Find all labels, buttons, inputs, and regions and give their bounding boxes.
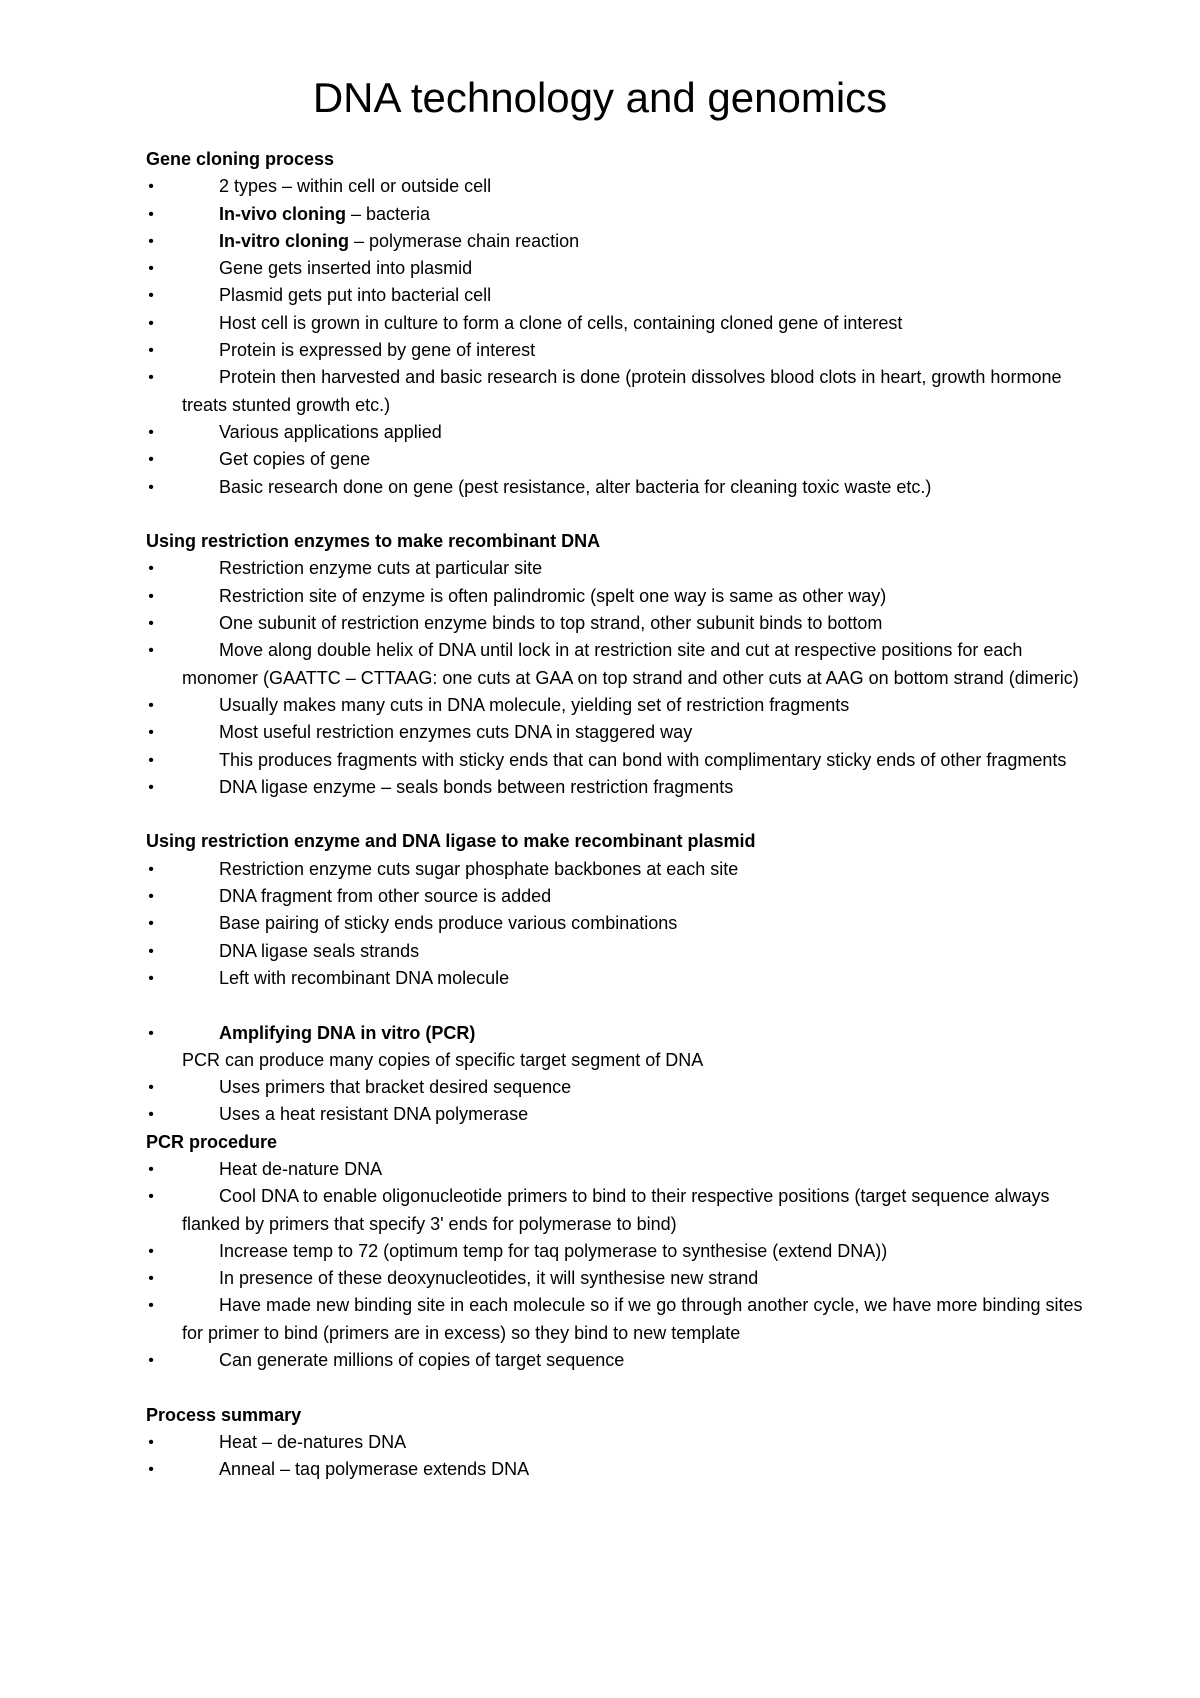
- list-item-text: Most useful restriction enzymes cuts DNA in staggered way: [219, 722, 693, 743]
- spacer: [146, 1374, 1086, 1401]
- bullet-icon: •: [148, 423, 154, 441]
- bullet-icon: •: [148, 724, 154, 742]
- document-body: [146, 146, 1086, 1484]
- list-item: [146, 747, 1086, 774]
- bullet-icon: •: [148, 314, 154, 332]
- bullet-icon: •: [148, 888, 154, 906]
- list-item: [146, 446, 1086, 473]
- list-item-text: Basic research done on gene (pest resistance, alter bacteria for cleaning toxic waste etc.): [219, 476, 932, 497]
- list-item: [146, 173, 1086, 200]
- section-heading-restriction-enzymes: Using restriction enzymes to make recombinant DNA: [146, 531, 601, 552]
- list-item: [146, 310, 1086, 337]
- bullet-icon: •: [148, 369, 154, 387]
- recombinant-plasmid-list: [146, 856, 1086, 992]
- list-item: [146, 1238, 1086, 1265]
- list-item-text: Get copies of gene: [219, 449, 371, 470]
- list-item-text: Heat de-nature DNA: [219, 1158, 383, 1179]
- list-item: [146, 583, 1086, 610]
- list-item: [146, 1156, 1086, 1183]
- restriction-enzymes-list: [146, 555, 1086, 801]
- bullet-icon: •: [148, 260, 154, 278]
- bullet-icon: •: [148, 1242, 154, 1260]
- bullet-icon: •: [148, 287, 154, 305]
- list-item-text: [182, 201, 1086, 228]
- list-item-text: Heat – de-natures DNA: [219, 1431, 407, 1452]
- list-item: [146, 965, 1086, 992]
- list-item-text: Can generate millions of copies of target sequence: [219, 1350, 625, 1371]
- bullet-icon: •: [148, 751, 154, 769]
- list-item-text: Plasmid gets put into bacterial cell: [219, 285, 492, 306]
- list-item: [146, 692, 1086, 719]
- list-item: [146, 474, 1086, 501]
- list-item: [146, 201, 1086, 228]
- list-item: [146, 910, 1086, 937]
- list-item-bold: In-vitro cloning: [219, 230, 349, 251]
- bullet-icon: •: [148, 1461, 154, 1479]
- list-item-text: Have made new binding site in each molecule so if we go through another cycle, we have more binding sites for primer to bind (primers are in excess) so they bind to new template: [182, 1295, 1083, 1343]
- list-item: [146, 364, 1086, 419]
- list-item-text: In presence of these deoxynucleotides, it will synthesise new strand: [219, 1268, 759, 1289]
- list-item: [146, 228, 1086, 255]
- bullet-icon: •: [148, 860, 154, 878]
- bullet-icon: •: [148, 451, 154, 469]
- bullet-icon: •: [148, 942, 154, 960]
- bullet-icon: •: [148, 178, 154, 196]
- list-item: [146, 1456, 1086, 1483]
- list-item-text: Restriction enzyme cuts sugar phosphate backbones at each site: [219, 858, 739, 879]
- list-item-text: Protein then harvested and basic research is done (protein dissolves blood clots in heart, growth hormone treats stunted growth etc.): [182, 367, 1062, 415]
- list-item: [146, 1429, 1086, 1456]
- list-item-text: Anneal – taq polymerase extends DNA: [219, 1459, 530, 1480]
- bullet-icon: •: [148, 1188, 154, 1206]
- list-item-text: 2 types – within cell or outside cell: [219, 176, 492, 197]
- pcr-heading-list: [146, 1020, 1086, 1047]
- bullet-icon: •: [148, 1160, 154, 1178]
- list-item: [146, 938, 1086, 965]
- list-item: [146, 774, 1086, 801]
- list-item: [146, 337, 1086, 364]
- list-item-text: Host cell is grown in culture to form a clone of cells, containing cloned gene of interest: [219, 312, 903, 333]
- list-item-text: Various applications applied: [219, 421, 442, 442]
- section-heading-gene-cloning: Gene cloning process: [146, 149, 335, 169]
- section-heading-pcr-procedure: PCR procedure: [146, 1131, 278, 1152]
- list-item: [146, 1265, 1086, 1292]
- list-item-text: Uses primers that bracket desired sequence: [219, 1077, 572, 1098]
- gene-cloning-list: [146, 173, 1086, 501]
- bullet-icon: •: [148, 696, 154, 714]
- list-item: [146, 856, 1086, 883]
- process-summary-list: [146, 1429, 1086, 1484]
- list-item-text: DNA ligase seals strands: [219, 940, 420, 961]
- bullet-icon: •: [148, 1352, 154, 1370]
- list-item: [146, 419, 1086, 446]
- list-item: [146, 637, 1086, 692]
- bullet-icon: •: [148, 560, 154, 578]
- bullet-icon: •: [148, 587, 154, 605]
- pcr-intro: PCR can produce many copies of specific target segment of DNA: [182, 1049, 704, 1070]
- bullet-icon: •: [148, 778, 154, 796]
- list-item: [146, 1347, 1086, 1374]
- spacer: [146, 801, 1086, 828]
- list-item-text: This produces fragments with sticky ends that can bond with complimentary sticky ends of other fragments: [219, 749, 1067, 770]
- section-heading-process-summary: Process summary: [146, 1404, 302, 1425]
- list-item: [146, 1101, 1086, 1128]
- list-item: [146, 1074, 1086, 1101]
- bullet-icon: •: [148, 1270, 154, 1288]
- bullet-icon: •: [148, 642, 154, 660]
- list-item: [146, 883, 1086, 910]
- pcr-list: [146, 1074, 1086, 1129]
- list-item-text: Protein is expressed by gene of interest: [219, 340, 536, 361]
- bullet-icon: •: [148, 1079, 154, 1097]
- list-item: [146, 1292, 1086, 1347]
- list-item-text: Restriction enzyme cuts at particular site: [219, 558, 543, 579]
- spacer: [146, 992, 1086, 1019]
- list-item: [146, 719, 1086, 746]
- list-item: [146, 1020, 1086, 1047]
- list-item-text: Uses a heat resistant DNA polymerase: [219, 1104, 529, 1125]
- list-item-text: [182, 228, 1086, 255]
- list-item-text: Move along double helix of DNA until lock in at restriction site and cut at respective positions for each monomer (GAATTC – CTTAAG: one cuts at GAA on top strand and other cuts at AAG on bottom strand (dimeric): [182, 640, 1079, 688]
- page-title: DNA technology and genomics: [312, 74, 888, 121]
- bullet-icon: •: [148, 232, 154, 250]
- list-item-text: DNA ligase enzyme – seals bonds between restriction fragments: [219, 776, 734, 797]
- list-item-text: Restriction site of enzyme is often palindromic (spelt one way is same as other way): [219, 585, 887, 606]
- list-item-text: Base pairing of sticky ends produce various combinations: [219, 913, 678, 934]
- list-item-text: Gene gets inserted into plasmid: [219, 258, 473, 279]
- list-item-rest: – bacteria: [346, 203, 431, 224]
- list-item-text: Cool DNA to enable oligonucleotide primers to bind to their respective positions (target sequence always flanked by primers that specify 3' ends for polymerase to bind): [182, 1186, 1050, 1234]
- bullet-icon: •: [148, 342, 154, 360]
- list-item-text: Increase temp to 72 (optimum temp for taq polymerase to synthesise (extend DNA)): [219, 1240, 888, 1261]
- bullet-icon: •: [148, 1106, 154, 1124]
- bullet-icon: •: [148, 915, 154, 933]
- list-item: [146, 255, 1086, 282]
- bullet-icon: •: [148, 615, 154, 633]
- list-item: [146, 1183, 1086, 1238]
- bullet-icon: •: [148, 478, 154, 496]
- list-item-rest: – polymerase chain reaction: [349, 230, 580, 251]
- bullet-icon: •: [148, 1024, 154, 1042]
- list-item-text: One subunit of restriction enzyme binds to top strand, other subunit binds to bottom: [219, 613, 883, 634]
- bullet-icon: •: [148, 969, 154, 987]
- section-heading-recombinant-plasmid: Using restriction enzyme and DNA ligase to make recombinant plasmid: [146, 831, 756, 852]
- list-item: [146, 555, 1086, 582]
- list-item-text: Usually makes many cuts in DNA molecule, yielding set of restriction fragments: [219, 694, 850, 715]
- bullet-icon: •: [148, 1297, 154, 1315]
- pcr-heading: Amplifying DNA in vitro (PCR): [219, 1022, 476, 1043]
- list-item-text: DNA fragment from other source is added: [219, 886, 552, 907]
- list-item: [146, 282, 1086, 309]
- bullet-icon: •: [148, 1433, 154, 1451]
- list-item-bold: In-vivo cloning: [219, 203, 347, 224]
- pcr-procedure-list: [146, 1156, 1086, 1374]
- list-item-text: Left with recombinant DNA molecule: [219, 967, 510, 988]
- spacer: [146, 501, 1086, 528]
- bullet-icon: •: [148, 205, 154, 223]
- list-item: [146, 610, 1086, 637]
